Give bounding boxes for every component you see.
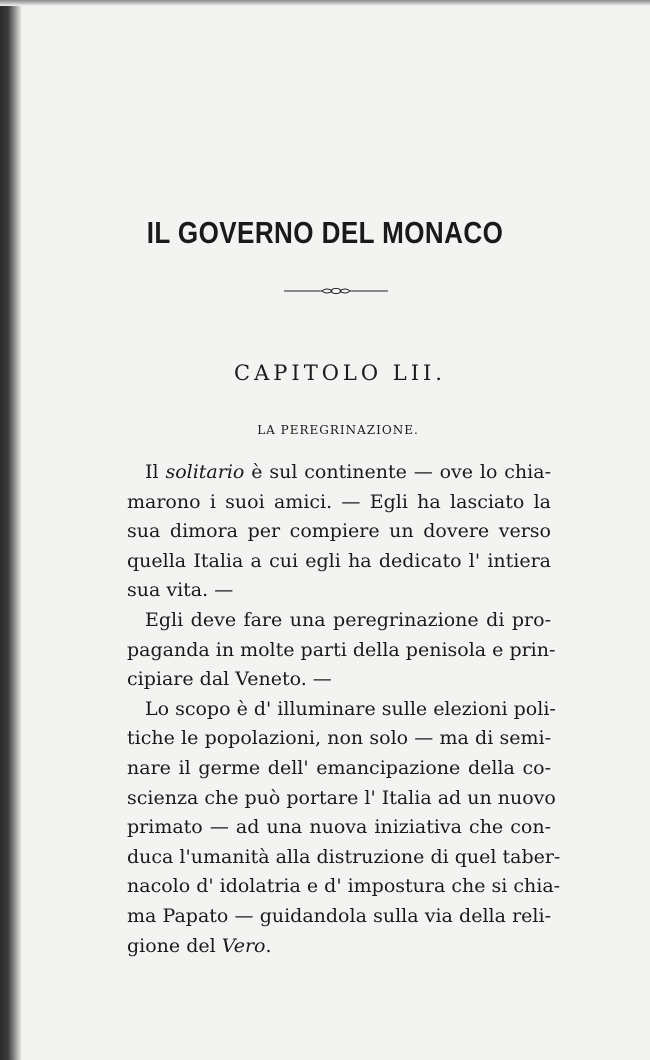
text-line-segment: ma Papato — guidandola sulla via della reli-: [127, 904, 551, 927]
text-line: [127, 606, 551, 636]
book-title: IL GOVERNO DEL MONACO: [146, 215, 504, 250]
text-line: [127, 843, 561, 873]
text-line: [127, 547, 551, 577]
text-line-segment: sua dimora per compiere un dovere verso: [127, 520, 551, 543]
text-line-segment: cipiare dal Veneto. —: [127, 668, 332, 691]
text-line-segment: Egli deve fare una peregrinazione di pro-: [145, 608, 551, 631]
text-line: [127, 458, 551, 488]
text-line: [127, 576, 551, 606]
text-line: [127, 754, 551, 784]
text-line: [127, 902, 551, 932]
text-line-segment: è sul continente — ove lo chia-: [244, 461, 551, 483]
text-line: [127, 636, 556, 666]
text-line-segment: nare il germe dell' emancipazione della co-: [127, 756, 551, 779]
text-line: [127, 813, 551, 843]
text-line: [127, 724, 551, 754]
text-line: [127, 517, 551, 547]
text-line-segment: gione del: [127, 934, 222, 957]
text-line-emphasis: solitario: [165, 461, 245, 483]
text-line-segment: marono i suoi amici. — Egli ha lasciato la: [127, 490, 551, 513]
text-line-emphasis: Vero: [221, 934, 266, 957]
text-line-segment: scienza che può portare l' Italia ad un nuovo: [127, 786, 556, 809]
text-line-segment: sua vita. —: [127, 579, 234, 602]
text-line: [127, 695, 556, 725]
text-line-segment: Il: [145, 461, 166, 483]
text-line-segment: .: [265, 934, 272, 957]
text-line: [127, 665, 551, 695]
text-line-segment: duca l'umanità alla distruzione di quel taber-: [127, 845, 561, 868]
text-line-segment: quella Italia a cui egli ha dedicato l' intiera: [127, 549, 551, 572]
page-top-edge: [0, 0, 650, 6]
text-line-segment: tiche le popolazioni, non solo — ma di semi-: [127, 727, 551, 750]
chapter-heading: CAPITOLO LII.: [234, 361, 446, 385]
text-line: [127, 932, 551, 962]
body-text: [127, 458, 561, 961]
text-line: [127, 488, 551, 518]
text-line-segment: nacolo d' idolatria e d' impostura che si chia-: [127, 875, 561, 898]
text-line: [127, 872, 561, 902]
book-spine-shadow: [0, 0, 22, 1060]
text-line-segment: Lo scopo è d' illuminare sulle elezioni poli-: [145, 697, 556, 720]
text-line: [127, 784, 556, 814]
chapter-subtitle: LA PEREGRINAZIONE.: [257, 423, 419, 437]
ornament-divider: [284, 286, 388, 296]
text-line-segment: primato — ad una nuova iniziativa che con-: [127, 816, 551, 839]
text-line-segment: paganda in molte parti della penisola e prin-: [127, 638, 556, 661]
